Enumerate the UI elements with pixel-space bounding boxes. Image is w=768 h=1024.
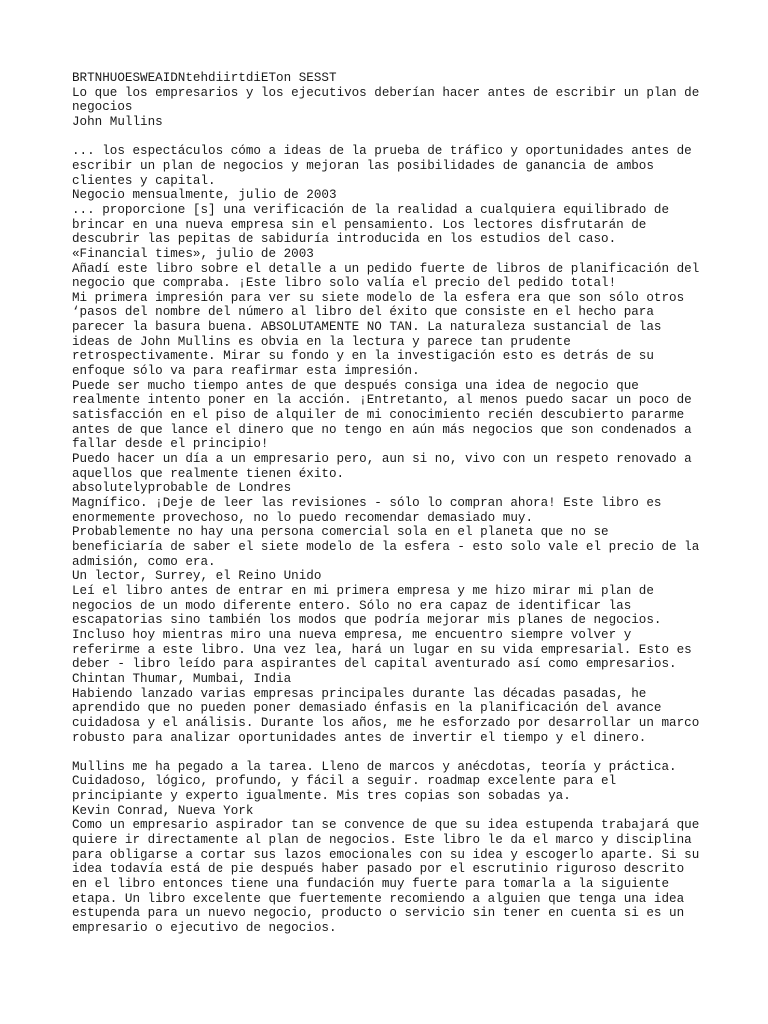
text-line: aprendido que no pueden poner demasiado énfasis en la planificación del avance — [72, 701, 662, 716]
text-line: etapa. Un libro excelente que fuertemente recomiendo a alguien que tenga una idea — [72, 891, 685, 906]
text-line: Probablemente no hay una persona comercial sola en el planeta que no se — [72, 525, 609, 540]
text-line: aquellos que realmente tienen éxito. — [72, 466, 345, 481]
text-line: ideas de John Mullins es obvia en la lectura y parece tan prudente — [72, 334, 571, 349]
text-line: Lo que los empresarios y los ejecutivos deberían hacer antes de escribir un plan de — [72, 85, 700, 100]
text-line: Kevin Conrad, Nueva York — [72, 803, 254, 818]
text-line: clientes y capital. — [72, 173, 216, 188]
text-line: Mullins me ha pegado a la tarea. Lleno de marcos y anécdotas, teoría y práctica. — [72, 759, 677, 774]
text-line: deber - libro leído para aspirantes del capital aventurado así como empresarios. — [72, 657, 677, 672]
text-line: antes de que lance el dinero que no tengo en aún más negocios que son condenados a — [72, 422, 692, 437]
text-line: ... los espectáculos cómo a ideas de la prueba de tráfico y oportunidades antes de — [72, 144, 692, 159]
text-line: enfoque sólo va para reafirmar esta impresión. — [72, 364, 420, 379]
text-line: absolutelyprobable de Londres — [72, 481, 292, 496]
text-line: estupenda para un nuevo negocio, producto o servicio sin tener en cuenta si es un — [72, 906, 685, 921]
text-line: enormemente provechoso, no lo puedo recomendar demasiado muy. — [72, 510, 534, 525]
text-line: negocios de un modo diferente entero. Sólo no era capaz de identificar las — [72, 598, 632, 613]
text-line: escapatorias sino también los modos que podría mejorar mis planes de negocios. — [72, 613, 662, 628]
text-line: parecer la basura buena. ABSOLUTAMENTE NO TAN. La naturaleza sustancial de las — [72, 320, 662, 335]
text-line: principiante y experto igualmente. Mis tres copias son sobadas ya. — [72, 789, 571, 804]
text-line: retrospectivamente. Mirar su fondo y en la investigación esto es detrás de su — [72, 349, 654, 364]
text-line: Leí el libro antes de entrar en mi primera empresa y me hizo mirar mi plan de — [72, 583, 654, 598]
text-line: descubrir las pepitas de sabiduría introducida en los estudios del caso. — [72, 232, 617, 247]
text-line: realmente intento poner en la acción. ¡Entretanto, al menos puedo sacar un poco de — [72, 393, 692, 408]
text-line: negocios — [72, 100, 133, 115]
text-line: Puede ser mucho tiempo antes de que después consiga una idea de negocio que — [72, 378, 639, 393]
text-line: Cuidadoso, lógico, profundo, y fácil a seguir. roadmap excelente para el — [72, 774, 617, 789]
text-line: idea todavía está de pie después haber pasado por el escrutinio riguroso descrito — [72, 862, 685, 877]
text-line: «Financial times», julio de 2003 — [72, 246, 314, 261]
text-line: fallar desde el principio! — [72, 437, 269, 452]
text-line: Puedo hacer un día a un empresario pero, aun si no, vivo con un respeto renovado a — [72, 452, 692, 467]
text-line: ‘pasos del nombre del número al libro del éxito que consiste en el hecho para — [72, 305, 654, 320]
text-line — [72, 745, 712, 760]
text-line: escribir un plan de negocios y mejoran las posibilidades de ganancia de ambos — [72, 158, 654, 173]
text-line: Negocio mensualmente, julio de 2003 — [72, 188, 337, 203]
text-line: beneficiaría de saber el siete modelo de la esfera - esto solo vale el precio de la — [72, 539, 700, 554]
text-line: robusto para analizar oportunidades antes de invertir el tiempo y el dinero. — [72, 730, 647, 745]
text-line — [72, 130, 712, 145]
text-line: Mi primera impresión para ver su siete modelo de la esfera era que son sólo otros — [72, 290, 685, 305]
text-line: John Mullins — [72, 114, 163, 129]
text-line: para obligarse a cortar sus lazos emocionales con su idea y escogerlo aparte. Si su — [72, 847, 700, 862]
text-line: referirme a este libro. Una vez lea, hará un lugar en su vida empresarial. Esto es — [72, 642, 692, 657]
text-line: cuidadosa y el análisis. Durante los años, me he esforzado por desarrollar un marco — [72, 715, 700, 730]
text-line: Incluso hoy mientras miro una nueva empresa, me encuentro siempre volver y — [72, 627, 632, 642]
text-line: en el libro entonces tiene una fundación muy fuerte para tomarla a la siguiente — [72, 877, 670, 892]
text-line: Magnífico. ¡Deje de leer las revisiones - sólo lo compran ahora! Este libro es — [72, 496, 662, 511]
text-line: satisfacción en el piso de alquiler de mi conocimiento recién descubierto pararme — [72, 408, 685, 423]
text-line: Un lector, Surrey, el Reino Unido — [72, 569, 322, 584]
document-text — [72, 71, 712, 936]
text-line: Habiendo lanzado varias empresas principales durante las décadas pasadas, he — [72, 686, 647, 701]
text-line: quiere ir directamente al plan de negocios. Este libro le da el marco y disciplina — [72, 833, 692, 848]
text-line: BRTNHUOESWEAIDNtehdiirtdiETon SESST — [72, 71, 337, 85]
text-line: Añadí este libro sobre el detalle a un pedido fuerte de libros de planificación del — [72, 261, 700, 276]
text-line: empresario o ejecutivo de negocios. — [72, 921, 337, 936]
text-line: Como un empresario aspirador tan se convence de que su idea estupenda trabajará que — [72, 818, 700, 833]
text-line: negocio que compraba. ¡Este libro solo valía el precio del pedido total! — [72, 276, 617, 291]
text-line: admisión, como era. — [72, 554, 216, 569]
text-line: Chintan Thumar, Mumbai, India — [72, 671, 292, 686]
text-line: ... proporcione [s] una verificación de la realidad a cualquiera equilibrado de — [72, 202, 670, 217]
text-line: brincar en una nueva empresa sin el pensamiento. Los lectores disfrutarán de — [72, 217, 647, 232]
